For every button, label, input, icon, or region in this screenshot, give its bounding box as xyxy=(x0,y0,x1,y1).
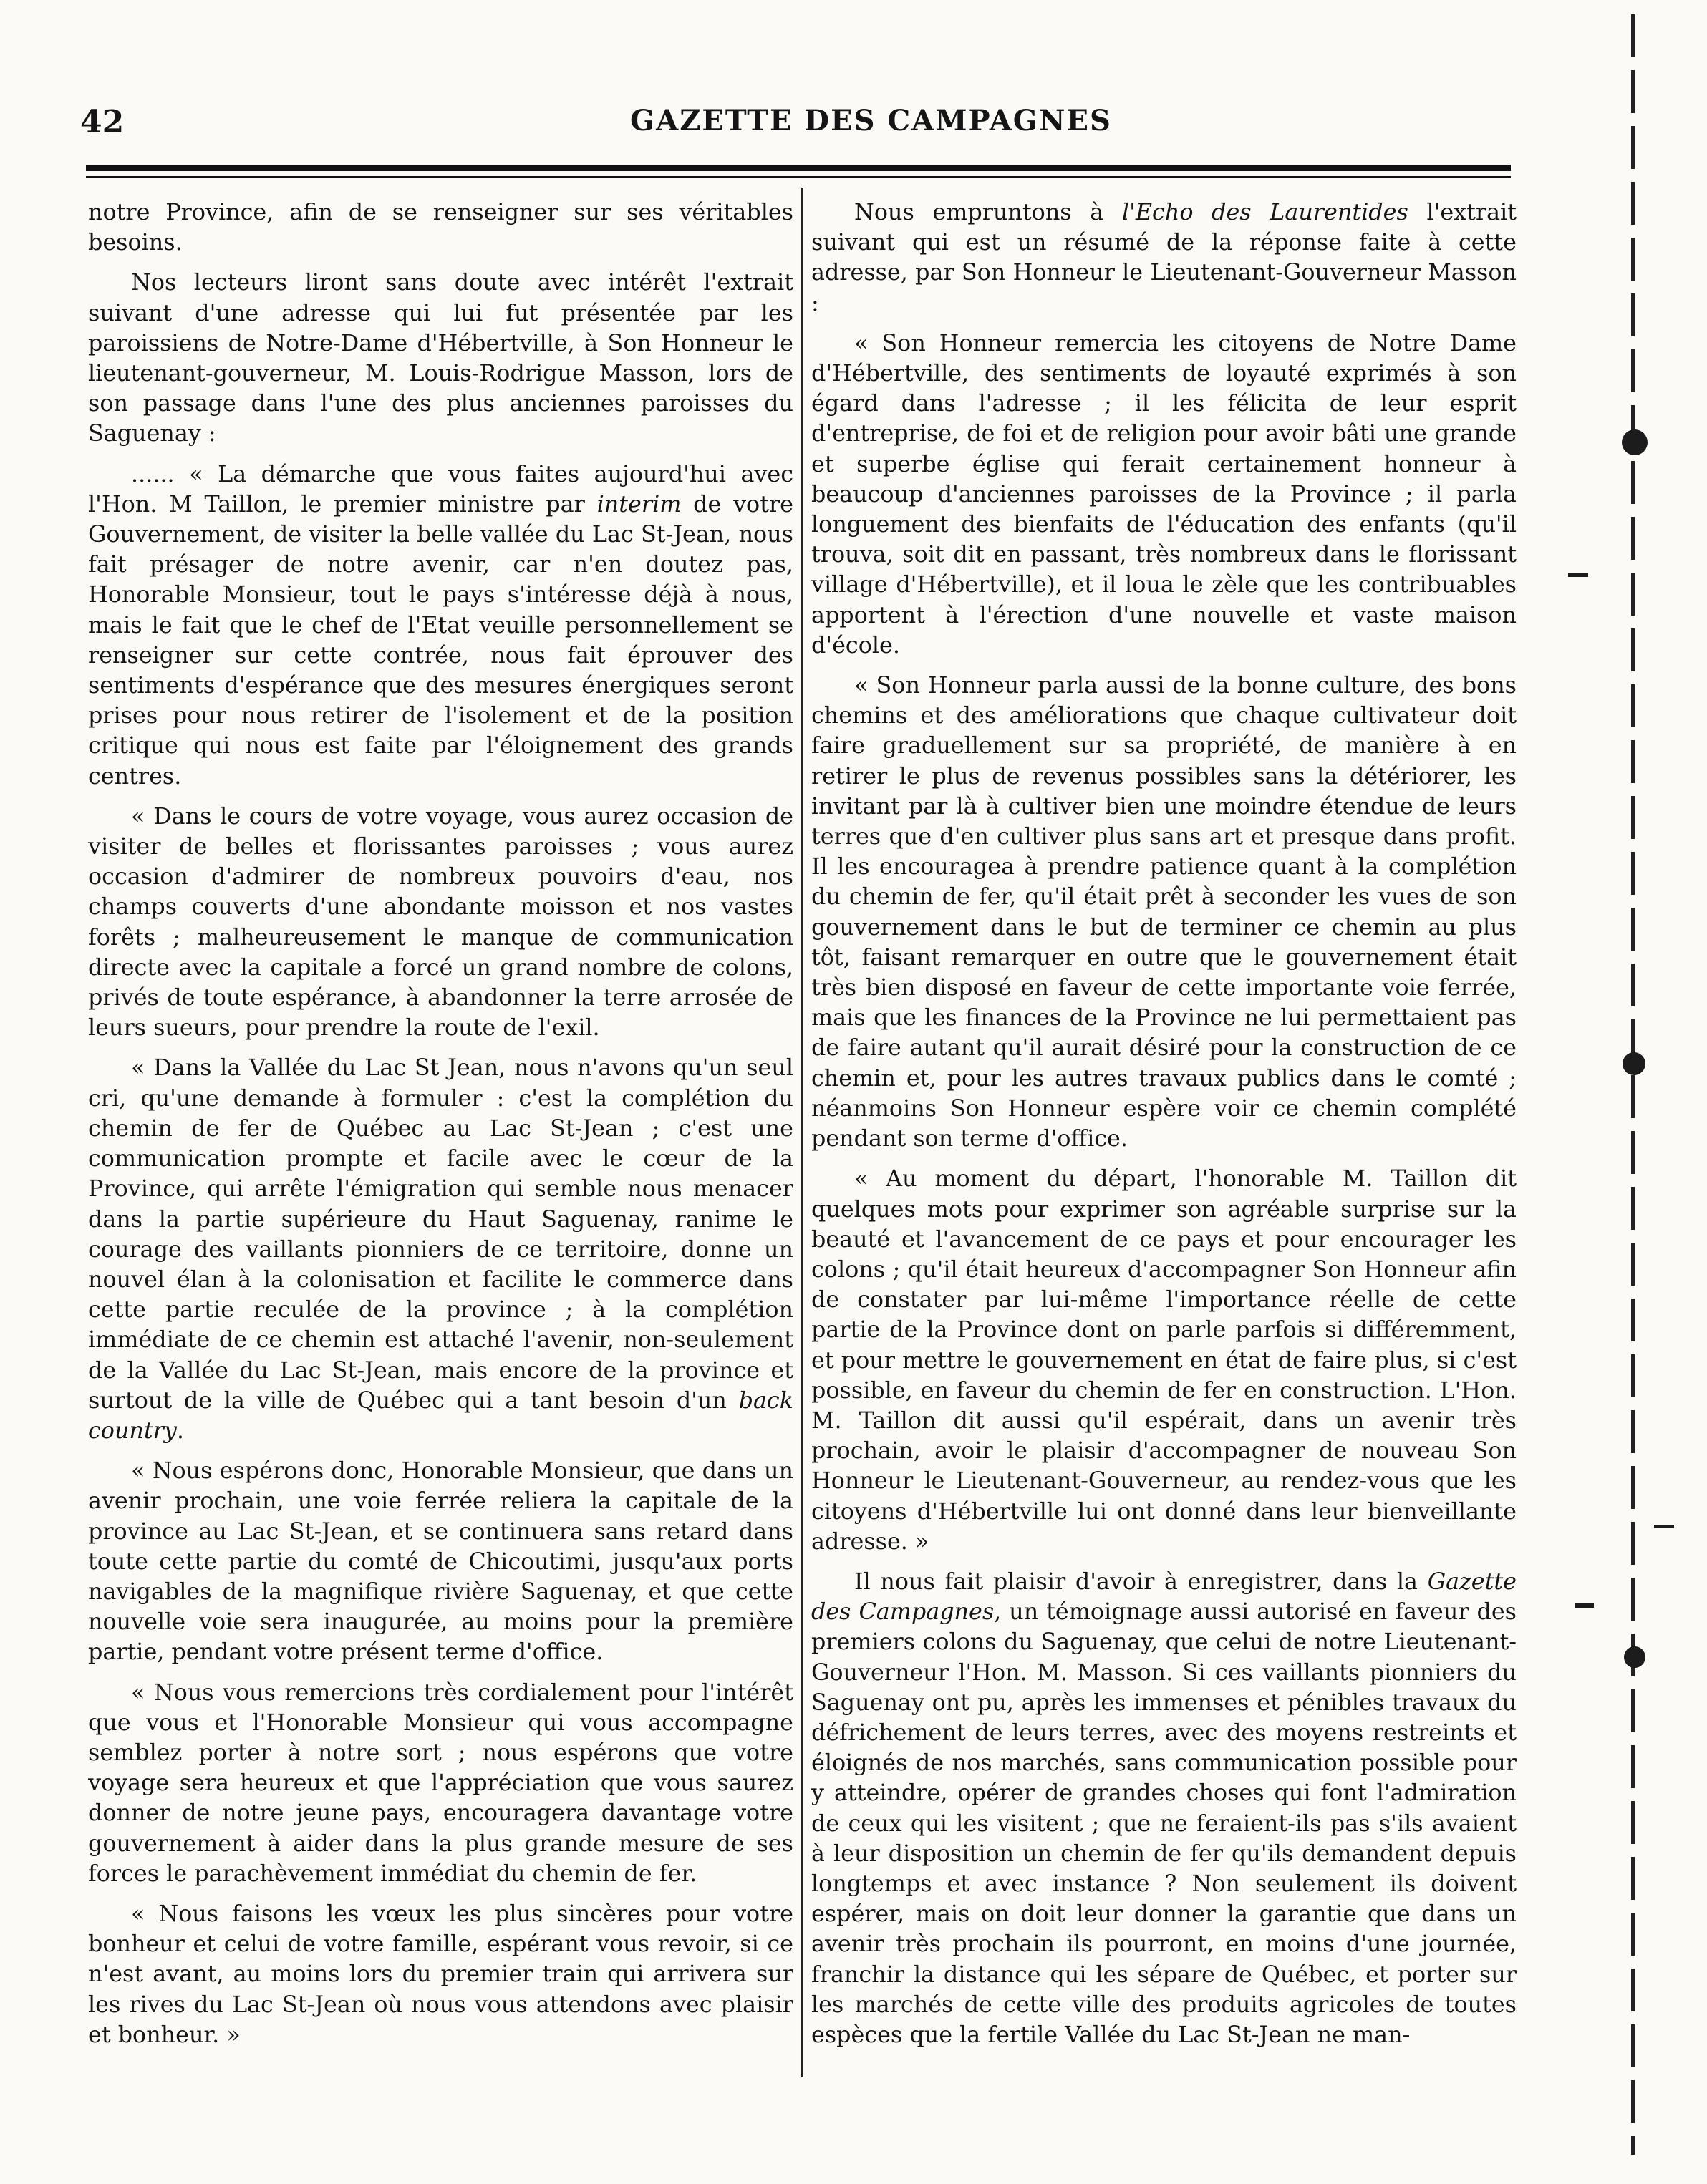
paragraph xyxy=(811,198,1517,319)
paragraph-text: « Dans la Vallée du Lac St Jean, nous n'avons qu'un seul cri, qu'une demande à formuler : c'est la complétion du chemin de fer de Québec au Lac St-Jean ; c'est une communication prompte et facile avec le cœur de la Province, qui arrête l'émigration qui semble nous menacer dans la partie supérieure du Haut Saguenay, ranime le courage des vaillants pionniers de ce territoire, donne un nouvel élan à la colonisation et facilite le commerce dans cette partie reculée de la province ; à la complétion immédiate de ce chemin est attaché l'avenir, non-seulement de la Vallée du Lac St-Jean, mais encore de la province et surtout de la ville de Québec qui a tant besoin d'un xyxy=(88,1054,793,1414)
paragraph xyxy=(88,1053,793,1446)
header-rule-thin xyxy=(86,176,1511,178)
paragraph: « Son Honneur remercia les citoyens de Notre Dame d'Hébertville, des sentiments de loyauté exprimés à son égard dans l'adresse ; il les félicita de leur esprit d'entreprise, de foi et de religion pour avoir bâti une grande et superbe église qui ferait certainement honneur à beaucoup d'anciennes paroisses de la Province ; il parla longuement des bienfaits de l'éducation des enfants (qu'il trouva, soit dit en passant, très nombreux dans le florissant village d'Hébertville), et il loua le zèle que les contribuables apportent à l'érection d'une nouvelle et vaste maison d'école. xyxy=(811,329,1517,659)
binding-edge xyxy=(1631,14,1635,2155)
paragraph-text: ...... « La démarche que vous faites aujourd'hui avec l'Hon. M Taillon, le premier ministre par xyxy=(88,460,793,518)
page-header xyxy=(0,104,1707,140)
running-title: GAZETTE DES CAMPAGNES xyxy=(630,104,1112,137)
paragraph: Nos lecteurs liront sans doute avec intérêt l'extrait suivant d'une adresse qui lui fut présentée par les paroissiens de Notre-Dame d'Hébertville, à Son Honneur le lieutenant-gouverneur, M. Louis-Rodrigue Masson, lors de son passage dans l'une des plus anciennes paroisses du Saguenay : xyxy=(88,269,793,447)
paragraph: « Son Honneur parla aussi de la bonne culture, des bons chemins et des améliorations que chaque cultivateur doit faire graduellement sur sa propriété, de manière à en retirer le plus de revenus possibles sans la détériorer, les invitant par là à cultiver bien une moindre étendue de leurs terres que d'en cultiver plus sans art et presque dans profit. Il les encouragea à prendre patience quant à la complétion du chemin de fer, qu'il était prêt à seconder les vues de son gouvernement dans le but de terminer ce chemin au plus tôt, faisant remarquer en outre que le gouvernement était très bien disposé en faveur de cette importante voie ferrée, mais que les finances de la Province ne lui permettaient pas de faire autant qu'il aurait désiré pour la construction de ce chemin et, pour les autres travaux publics dans le comté ; néanmoins Son Honneur espère voir ce chemin complété pendant son terme d'office. xyxy=(811,672,1517,1152)
ink-blot xyxy=(1622,429,1648,455)
ink-blot xyxy=(1623,1052,1645,1075)
paragraph xyxy=(811,1567,1517,2050)
paragraph: « Nous vous remercions très cordialement pour l'intérêt que vous et l'Honorable Monsieur qui vous accompagne semblez porter à notre sort ; nous espérons que votre voyage sera heureux et que l'appréciation que vous saurez donner de notre jeune pays, encouragera davantage votre gouvernement à aider dans la plus grande mesure de ses forces le parachèvement immédiat du chemin de fer. xyxy=(88,1679,793,1887)
paragraph-text: l'extrait suivant qui est un résumé de la réponse faite à cette adresse, par Son Honneur le Lieutenant-Gouverneur Masson : xyxy=(811,199,1517,316)
italic-text: back country xyxy=(88,1387,793,1444)
ink-blot xyxy=(1624,1646,1645,1668)
paragraph: notre Province, afin de se renseigner sur ses véritables besoins. xyxy=(88,199,793,256)
paragraph-text: , un témoignage aussi autorisé en faveur des premiers colons du Saguenay, que celui de notre Lieutenant-Gouverneur l'Hon. M. Masson. Si ces vaillants pionniers du Saguenay ont pu, après les immenses et pénibles travaux du défrichement de leurs terres, avec des moyens restreints et éloignés de nos marchés, sans communication possible pour y atteindre, opérer de grandes choses qui font l'admiration de ceux qui les visitent ; que ne feraient-ils pas s'ils avaient à leur disposition un chemin de fer qu'ils demandent depuis longtemps et avec instance ? Non seulement ils doivent espérer, mais on doit leur donner la garantie que dans un avenir très prochain ils pourront, en moins d'une journée, franchir la distance qui les sépare de Québec, et porter sur les marchés de cette ville des produits agricoles de toutes espèces que la fertile Vallée du Lac St-Jean ne man- xyxy=(811,1598,1517,2048)
paragraph-text: Nous empruntons à xyxy=(854,199,1122,225)
header-rule-thick xyxy=(86,165,1511,171)
italic-text: Gazette des Campagnes xyxy=(811,1568,1517,1626)
ink-tick xyxy=(1568,573,1588,577)
italic-text: interim xyxy=(596,490,682,518)
ink-tick xyxy=(1654,1525,1674,1528)
left-column xyxy=(88,198,793,2060)
page-number: 42 xyxy=(80,104,125,140)
paragraph-text: Il nous fait plaisir d'avoir à enregistrer, dans la xyxy=(854,1568,1428,1595)
paragraph: « Nous espérons donc, Honorable Monsieur, que dans un avenir prochain, une voie ferrée reliera la capitale de la province au Lac St-Jean, et se continuera sans retard dans toute cette partie du comté de Chicoutimi, jusqu'aux ports navigables de la magnifique rivière Saguenay, et que cette nouvelle voie sera inaugurée, au moins pour la première partie, pendant votre présent terme d'office. xyxy=(88,1457,793,1666)
paragraph: « Dans le cours de votre voyage, vous aurez occasion de visiter de belles et florissantes paroisses ; vous aurez occasion d'admirer de nombreux pouvoirs d'eau, nos champs couverts d'une abondante moisson et nos vastes forêts ; malheureusement le manque de communication directe avec la capitale a forcé un grand nombre de colons, privés de toute espérance, à abandonner la terre arrosée de leurs sueurs, pour prendre la route de l'exil. xyxy=(88,802,793,1042)
paragraph: « Nous faisons les vœux les plus sincères pour votre bonheur et celui de votre famille, espérant vous revoir, si ce n'est avant, au moins lors du premier train qui arrivera sur les rives du Lac St-Jean où nous vous attendons avec plaisir et bonheur. » xyxy=(88,1900,793,2048)
italic-text: l'Echo des Laurentides xyxy=(1121,199,1408,225)
paragraph xyxy=(88,460,793,792)
right-column xyxy=(811,198,1517,2060)
paragraph-text: . xyxy=(176,1417,184,1444)
paragraph: « Au moment du départ, l'honorable M. Taillon dit quelques mots pour exprimer son agréable surprise sur la beauté et l'avancement de ce pays et pour encourager les colons ; qu'il était heureux d'accompagner Son Honneur afin de constater par lui-même l'importance réelle de cette partie de la Province dont on parle parfois si différemment, et pour mettre le gouvernement en état de faire plus, si c'est possible, en faveur du chemin de fer en construction. L'Hon. M. Taillon dit aussi qu'il espérait, dans un avenir très prochain, avoir le plaisir d'accompagner de nouveau Son Honneur le Lieutenant-Gouverneur, au rendez-vous que les citoyens d'Hébertville lui ont donné dans leur bienveillante adresse. » xyxy=(811,1165,1517,1555)
column-divider xyxy=(801,188,803,2077)
paragraph-text: de votre Gouvernement, de visiter la belle vallée du Lac St-Jean, nous fait présager de notre avenir, car n'en doutez pas, Honorable Monsieur, tout le pays s'intéresse déjà à nous, mais le fait que le chef de l'Etat veuille personnellement se renseigner sur cette contrée, nous fait éprouver des sentiments d'espérance que des mesures énergiques seront prises pour nous retirer de l'isolement et de la position critique qui nous est faite par l'éloignement des grands centres. xyxy=(88,490,793,790)
ink-tick xyxy=(1575,1603,1594,1608)
